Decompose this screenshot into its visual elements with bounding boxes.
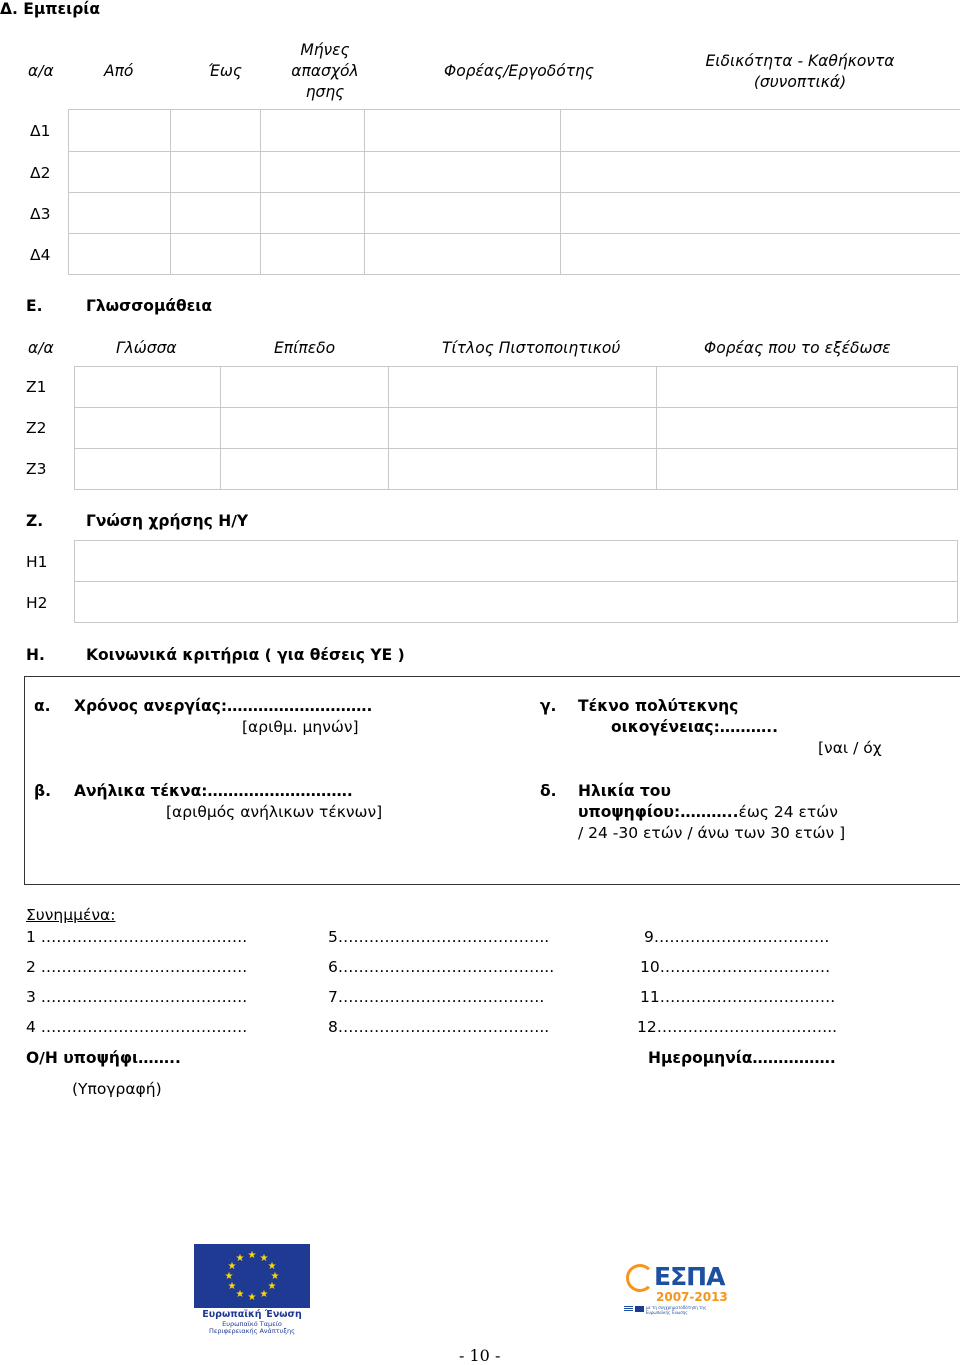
row-d3: Δ3 bbox=[30, 205, 51, 223]
row-d1: Δ1 bbox=[30, 122, 51, 140]
header-e-aa: α/α bbox=[28, 339, 54, 357]
row-h2: Η2 bbox=[26, 594, 48, 612]
svg-text:★: ★ bbox=[227, 1281, 237, 1292]
header-months: Μήνες απασχόλ ησης bbox=[291, 41, 359, 101]
row-d2: Δ2 bbox=[30, 164, 51, 182]
crit-b-hint: [αριθμός ανήλικων τέκνων] bbox=[166, 803, 383, 821]
crit-d-label-2: υποψηφίου:………..έως 24 ετών bbox=[578, 803, 838, 821]
section-z-letter: Ζ. bbox=[26, 512, 44, 530]
eu-small-flag-icon bbox=[635, 1306, 644, 1312]
svg-text:★: ★ bbox=[235, 1253, 245, 1264]
crit-c-label-2: οικογένειας:……….. bbox=[611, 718, 779, 736]
eu-logo bbox=[194, 1244, 310, 1334]
header-specialty: Ειδικότητα - Καθήκοντα (συνοπτικά) bbox=[705, 52, 895, 91]
crit-d-hint: / 24 -30 ετών / άνω των 30 ετών ] bbox=[578, 824, 846, 842]
row-z3: Ζ3 bbox=[26, 460, 47, 478]
attachment-2: 2 …………………………………. bbox=[26, 958, 248, 976]
svg-text:★: ★ bbox=[247, 1250, 257, 1261]
svg-text:★: ★ bbox=[267, 1281, 277, 1292]
attachment-10: 10…………………………… bbox=[640, 958, 831, 976]
attachment-11: 11……………………………. bbox=[640, 988, 836, 1006]
header-issuer: Φορέας που το εξέδωσε bbox=[704, 339, 891, 357]
row-z1: Ζ1 bbox=[26, 378, 47, 396]
svg-text:★: ★ bbox=[235, 1289, 245, 1300]
attachment-6: 6…………………………………... bbox=[328, 958, 555, 976]
crit-c-label-1: Τέκνο πολύτεκνης bbox=[578, 697, 739, 715]
svg-text:★: ★ bbox=[227, 1261, 237, 1272]
crit-d-letter: δ. bbox=[540, 782, 557, 800]
attachment-5: 5………………………………….. bbox=[328, 928, 550, 946]
crit-a-label: Χρόνος ανεργίας:………………………. bbox=[74, 697, 373, 715]
attachment-9: 9……………………………. bbox=[644, 928, 830, 946]
attachment-3: 3 …………………………………. bbox=[26, 988, 248, 1006]
candidate-label: Ο/Η υποψήφι…….. bbox=[26, 1049, 181, 1067]
page-number: - 10 - bbox=[459, 1346, 501, 1365]
greek-flag-icon bbox=[624, 1306, 633, 1312]
header-level: Επίπεδο bbox=[274, 339, 336, 357]
svg-text:★: ★ bbox=[259, 1289, 269, 1300]
attachment-8: 8………………………………….. bbox=[328, 1018, 550, 1036]
eu-subtitle: Ευρωπαϊκό Ταμείο Περιφερειακής Ανάπτυξης bbox=[209, 1320, 295, 1335]
svg-text:★: ★ bbox=[259, 1253, 269, 1264]
section-h-title: Κοινωνικά κριτήρια ( για θέσεις ΥΕ ) bbox=[86, 646, 405, 664]
espa-logo bbox=[618, 1262, 728, 1320]
row-d4: Δ4 bbox=[30, 246, 51, 264]
header-language: Γλώσσα bbox=[116, 339, 177, 357]
crit-c-letter: γ. bbox=[540, 697, 557, 715]
espa-tag: με τη συγχρηματοδότηση της Ευρωπαϊκής Ένωσης bbox=[646, 1305, 707, 1315]
attachment-1: 1 …………………………………. bbox=[26, 928, 248, 946]
header-certificate: Τίτλος Πιστοποιητικού bbox=[442, 339, 621, 357]
espa-title: ΕΣΠΑ bbox=[654, 1262, 725, 1291]
section-d-title: Δ. Εμπειρία bbox=[0, 0, 100, 18]
header-from: Από bbox=[104, 62, 134, 80]
row-h1: Η1 bbox=[26, 553, 48, 571]
section-e-letter: Ε. bbox=[26, 297, 43, 315]
espa-swirl-icon bbox=[626, 1264, 654, 1292]
date-label: Ημερομηνία……………. bbox=[648, 1049, 836, 1067]
attachments-title: Συνημμένα: bbox=[26, 906, 116, 924]
crit-a-hint: [αριθμ. μηνών] bbox=[242, 718, 359, 736]
section-h-letter: Η. bbox=[26, 646, 45, 664]
header-to: Έως bbox=[208, 62, 242, 80]
attachment-7: 7…………………………………. bbox=[328, 988, 545, 1006]
crit-b-letter: β. bbox=[34, 782, 51, 800]
section-e-title: Γλωσσομάθεια bbox=[86, 297, 212, 315]
signature-label: (Υπογραφή) bbox=[72, 1080, 162, 1098]
eu-flag-icon bbox=[194, 1244, 310, 1308]
eu-title: Ευρωπαϊκή Ένωση bbox=[202, 1309, 302, 1320]
crit-a-letter: α. bbox=[34, 697, 51, 715]
crit-b-label: Ανήλικα τέκνα:………………………. bbox=[74, 782, 353, 800]
attachment-12: 12…………………………….. bbox=[637, 1018, 838, 1036]
crit-c-hint: [ναι / όχ bbox=[818, 739, 882, 757]
espa-years: 2007-2013 bbox=[656, 1290, 728, 1304]
svg-text:★: ★ bbox=[247, 1292, 257, 1303]
header-employer: Φορέας/Εργοδότης bbox=[444, 62, 594, 80]
section-z-title: Γνώση χρήσης Η/Υ bbox=[86, 512, 249, 530]
row-z2: Ζ2 bbox=[26, 419, 47, 437]
crit-d-label-1: Ηλικία του bbox=[578, 782, 671, 800]
svg-text:★: ★ bbox=[224, 1271, 234, 1282]
svg-text:★: ★ bbox=[270, 1271, 280, 1282]
svg-text:★: ★ bbox=[267, 1261, 277, 1272]
attachment-4: 4 …………………………………. bbox=[26, 1018, 248, 1036]
header-aa: α/α bbox=[28, 62, 54, 80]
